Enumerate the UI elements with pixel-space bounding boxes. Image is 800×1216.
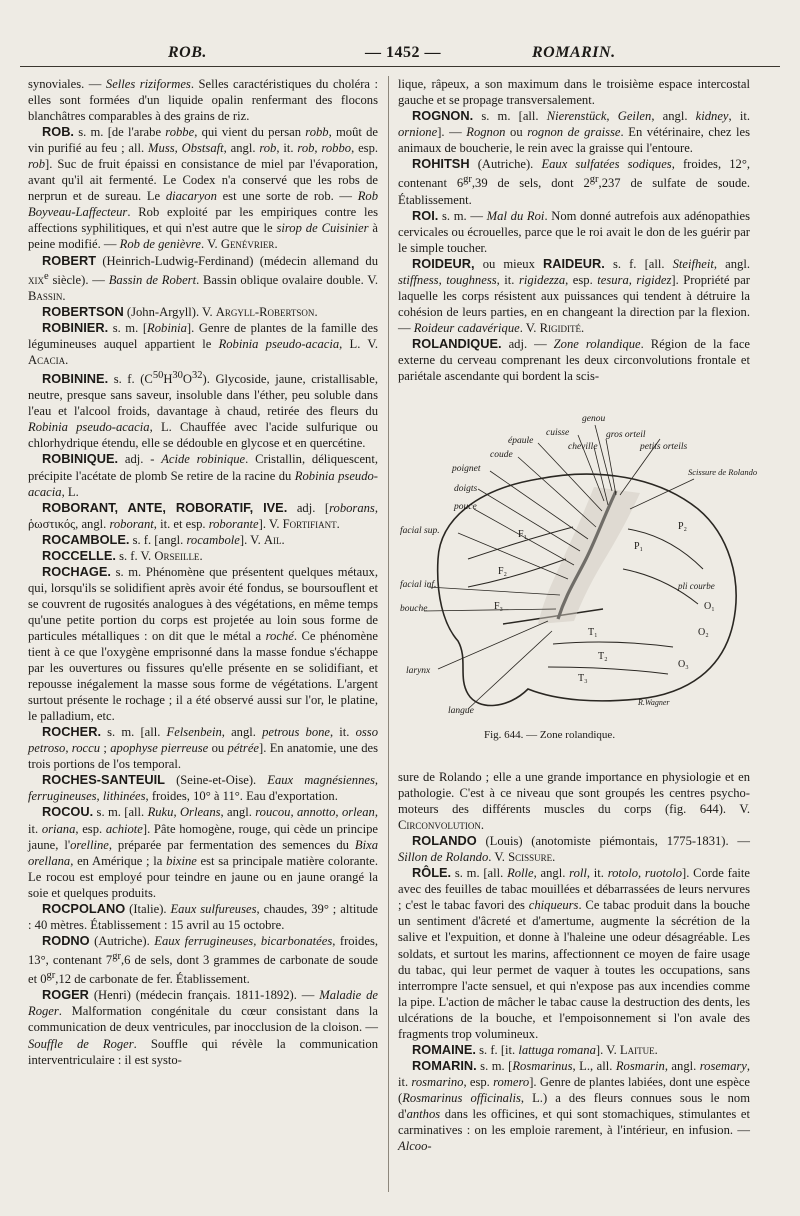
gyrus-o1: O₁ [704, 601, 715, 612]
dictionary-entry: ROBINIQUE. adj. - Acide robinique. Cristallin, déliquescent, précipite l'acétate de plomb Se retire de la racine du Robinia pseudo-acacia, L. [28, 451, 378, 499]
page-number: — 1452 — [365, 44, 441, 61]
running-header [0, 44, 800, 68]
label-gros-orteil: gros orteil [606, 430, 646, 440]
dictionary-entry: ROGNON. s. m. [all. Nierenstück, Geilen, angl. kidney, it. ornione]. — Rognon ou rognon de graisse. En vétérinaire, chez les animaux de boucherie, le rein avec la graisse qui l'entoure. [398, 108, 750, 156]
gyrus-t3: T₃ [578, 673, 588, 684]
gyrus-f3: F₃ [494, 601, 504, 612]
dictionary-entry: ROBERTSON (John-Argyll). V. Argyll-Robertson. [42, 303, 318, 319]
header-left-word: ROB. [168, 44, 207, 61]
column-divider [388, 76, 389, 1192]
gyrus-o2: O₂ [698, 627, 709, 638]
label-signature: R.Wagner [638, 698, 670, 707]
figure-rolandic-zone [398, 409, 758, 765]
label-genou: genou [582, 414, 606, 424]
label-larynx: larynx [406, 666, 431, 676]
dictionary-entry: ROIDEUR, ou mieux RAIDEUR. s. f. [all. Steifheit, angl. stiffness, toughness, it. rigidezza, esp. tesura, rigidez]. Propriété par laquelle les corps résistent aux puissances qui tendent à détruire la cohésion de leurs parties, en en changeant la direction par la flexion. — Roideur cadavérique. V. Rigidité. [398, 255, 750, 335]
dictionary-entry: ROB. s. m. [de l'arabe robbe, qui vient du persan robb, moût de vin purifié au feu ; all. Muss, Obstsaft, angl. rob, it. rob, robbo, esp. rob]. Suc de fruit épaissi en consistance de miel par l'évaporation, avant qu'il ait fermenté. Le Codex n'a conservé que les robs de nerprun et de sureau. Le diacaryon est une sorte de rob. — Rob Boyveau-Laffecteur. Rob exploité par les empiriques contre les affections syphilitiques, et qui n'est autre que le sirop de Cuisinier à peine modifié. — Rob de genièvre. V. Genévrier. [28, 124, 379, 252]
dictionary-entry: ROCCELLE. s. f. V. Orseille. [42, 547, 203, 563]
right-column-top-text [398, 76, 750, 403]
label-petits-orteils: petits orteils [640, 442, 688, 452]
dictionary-entry: ROBININE. s. f. $(C^{50}H^{30}O^{32})$. Glycoside, jaune, cristallisable, neutre, presque sans saveur, insoluble dans l'éther, peu soluble dans l'eau et l'alcool froids, davantage à chaud, retirée des fleurs du Robinia pseudo-acacia, L. Chauffée avec l'acide sulfurique ou chlorhydrique étendu, elle se dédouble en glycose et en quercétine. [28, 370, 378, 451]
header-right-word: ROMARIN. [532, 44, 616, 61]
dictionary-entry: RÔLE. s. m. [all. Rolle, angl. roll, it. rotolo, ruotolo]. Corde faite avec des feuilles de tabac mouillées et débarrassées de leurs nervures ; c'est le tabac favori des chiqueurs. Ce tabac produit dans la bouche un sentiment d'âcreté et d'amertume, augmente la sécrétion de la salive et l'expuition, et donne à l'haleine une odeur désagréable. Les soldats, et surtout les marins, affectionnent ce moyen de faire usage du tabac, qui leur permet de vaquer à toutes les occupations, sans interrompre l'acte sensuel, et qui n'expose pas aux incendies comme la pipe. L'action de mâcher le tabac cause la destruction des dents, les ulcérations de la bouche, et l'empoisonnement si l'on avale des fragments trop volumineux. [398, 865, 750, 1041]
dictionary-entry: RODNO (Autriche). Eaux ferrugineuses, bicarbonatées, froides, 13°, contenant $7^{gr},6$ de sels, dont 3 grammes de carbonate de soude et $0^{gr},12$ de carbonate de fer. Établissement. [28, 932, 379, 987]
dictionary-entry: ROLANDIQUE. adj. — Zone rolandique. Région de la face externe du cerveau comprenant les deux circonvolutions frontale et pariétale ascendante qui bordent la scis- [398, 335, 750, 384]
dictionary-entry: ROCOU. s. m. [all. Ruku, Orleans, angl. roucou, annotto, orlean, it. oriana, esp. achiote]. Pâte homogène, rouge, qui cède un principe jaune, l'orelline, préparée par fermentation des semences du Bixa orellana, en Amérique ; la bixine est sa principale matière colorante. Le rocou est employé pour teindre en jaune ou en jaune orangé la soie et quelques produits. [28, 804, 379, 900]
dictionary-entry: ROCHES-SANTEUIL (Seine-et-Oise). Eaux magnésiennes, ferrugineuses, lithinées, froides, 10° à 11°. Eau d'exportation. [28, 772, 379, 804]
dictionary-entry: synoviales. — Selles riziformes. Selles caractéristiques du choléra : elles sont formées d'un liquide opalin renfermant des flocons blanchâtres comparables à des grains de riz. [28, 77, 378, 124]
label-cuisse: cuisse [546, 428, 570, 438]
dictionary-entry: ROCHER. s. m. [all. Felsenbein, angl. petrous bone, it. osso petroso, roccu ; apophyse pierreuse ou pétrée]. En anatomie, une des trois portions de l'os temporal. [28, 724, 379, 772]
gyrus-t2: T₂ [598, 651, 608, 662]
gyrus-o3: O₃ [678, 659, 689, 670]
dictionary-entry: ROCPOLANO (Italie). Eaux sulfureuses, chaudes, 39° ; altitude : 40 mètres. Établissement : 15 avril au 15 octobre. [28, 900, 379, 932]
dictionary-entry: ROCAMBOLE. s. f. [angl. rocambole]. V. Ail. [42, 531, 285, 547]
dictionary-entry: ROLANDO (Louis) (anotomiste piémontais, 1775-1831). — Sillon de Rolando. V. Scissure. [398, 833, 750, 865]
gyrus-p2: P₂ [678, 521, 688, 532]
dictionary-entry: sure de Rolando ; elle a une grande importance en physiologie et en pathologie. C'est à ce niveau que sont groupés les centres psycho-moteurs des différents muscles du corps (fig. 644). V. Circonvolution. [398, 770, 750, 833]
rolandic-zone [538, 487, 640, 624]
dictionary-entry: ROBORANT, ANTE, ROBORATIF, IVE. adj. [roborans, ῥωστικός, angl. roborant, it. et esp. roborante]. V. Fortifiant. [28, 499, 378, 531]
dictionary-entry: ROCHAGE. s. m. Phénomène que présentent quelques métaux, qui, lorsqu'ils se solidifient après avoir été fondus, se boursouflent et se couvrent de rugosités analogues à des végétations, en même temps qu'une petite portion du corps est projetée au loin sous forme de particules métalliques : on dit que le métal a roché. Ce phénomène tient à ce que l'oxygène emprisonné dans la masse fondue s'échappe par les ouvertures ou fissures qu'elle présente en se solidifiant, et repousse inégalement la masse sous forme de végétations. L'argent surtout présente le rochage ; il a été observé aussi sur l'or, le platine, le palladium, etc. [28, 563, 379, 724]
header-rule [20, 66, 780, 67]
label-cheville: cheville [568, 442, 598, 452]
label-poignet: poignet [452, 464, 481, 474]
right-column-bottom-text [398, 769, 750, 1189]
dictionary-entry: ROMARIN. s. m. [Rosmarinus, L., all. Rosmarin, angl. rosemary, it. rosmarino, esp. romero]. Genre de plantes labiées, dont une espèce (Rosmarinus officinalis, L.) a des fleurs connues sous le nom d'anthos dans les officines, et qui sont stomachiques, stimulantes et carminatives : on les emploie rarement, à l'intérieur, en infusion. — Alcoo- [398, 1057, 751, 1154]
label-langue: langue [448, 706, 474, 716]
gyrus-pli-courbe: pli courbe [678, 581, 715, 591]
gyrus-f1: F₁ [518, 529, 528, 540]
gyrus-t1: T₁ [588, 627, 598, 638]
label-facial-sup: facial sup. [400, 526, 440, 536]
label-pouce: pouce [454, 502, 477, 512]
label-epaule: épaule [508, 436, 534, 446]
brain-diagram [398, 409, 758, 725]
label-facial-inf: facial inf. [400, 580, 437, 590]
gyrus-f2: F₂ [498, 566, 508, 577]
dictionary-entry: ROGER (Henri) (médecin français. 1811-1892). — Maladie de Roger. Malformation congénitale du cœur consistant dans la communication de deux ventricules, par inocclusion de la cloison. — Souffle de Roger. Souffle qui révèle la communication interventriculaire : il est systo- [28, 987, 378, 1067]
dictionary-entry: ROBINIER. s. m. [Robinia]. Genre de plantes de la famille des légumineuses auquel appartient le Robinia pseudo-acacia, L. V. Acacia. [28, 319, 379, 367]
figure-caption: Fig. 644. — Zone rolandique. [484, 729, 616, 741]
label-doigts: doigts [454, 484, 478, 494]
label-bouche: bouche [400, 604, 428, 614]
dictionary-entry: ROI. s. m. — Mal du Roi. Nom donné autrefois aux adénopathies cervicales ou écrouelles, parce que le roi avait le don de les guérir par le simple toucher. [398, 207, 750, 255]
gyrus-p1: P₁ [634, 541, 644, 552]
right-column [398, 76, 758, 1189]
dictionary-entry: ROMAINE. s. f. [it. lattuga romana]. V. Laitue. [412, 1041, 658, 1057]
dictionary-entry: ROBERT (Heinrich-Ludwig-Ferdinand) (médecin allemand du xix$^e$ siècle). — Bassin de Robert. Bassin oblique ovalaire double. V. Bassin. [28, 252, 378, 303]
dictionary-entry: lique, râpeux, a son maximum dans le troisième espace intercostal gauche et se propage transversalement. [398, 77, 750, 108]
dictionary-entry: ROHITSH (Autriche). Eaux sulfatées sodiques, froides, 12°, contenant $6^{gr},39$ de sels, dont $2^{gr},237$ de sulfate de soude. Établissement. [398, 156, 751, 207]
label-coude: coude [490, 450, 513, 460]
left-column [28, 76, 378, 1192]
label-scissure-rolando: Scissure de Rolando [688, 467, 758, 477]
